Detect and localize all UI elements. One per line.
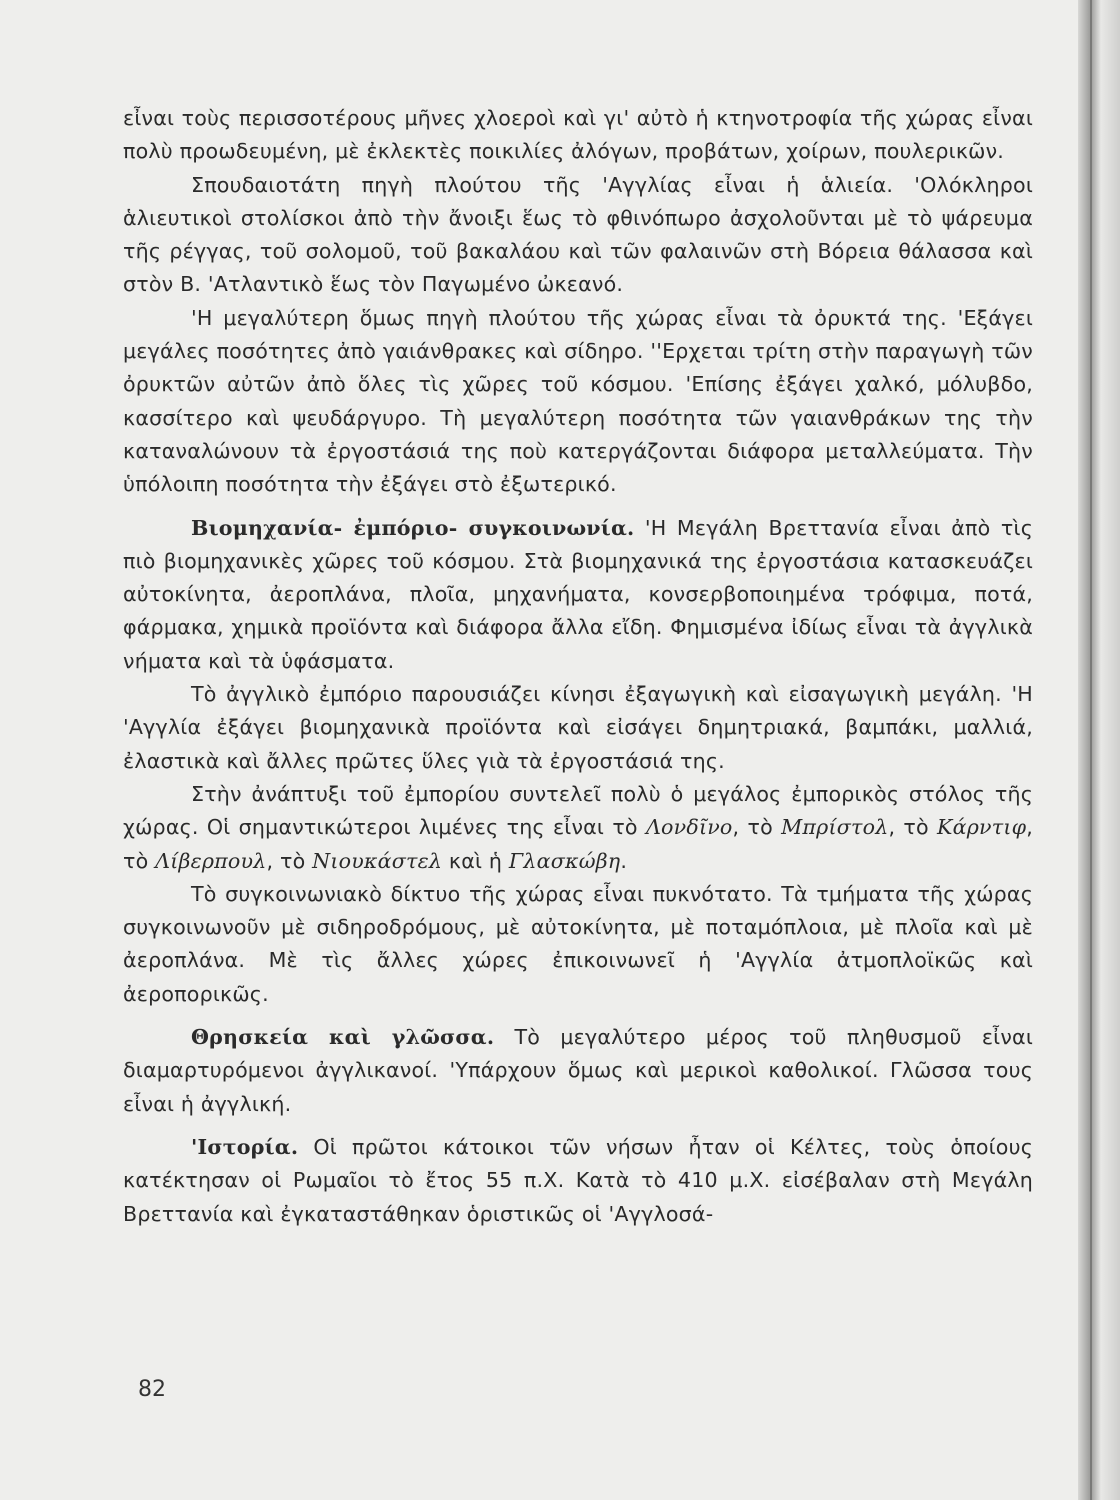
binding-edge — [1090, 0, 1092, 1500]
paragraph-religion-text: Τὸ μεγαλύτερο μέρος τοῦ πληθυσμοῦ εἶναι διαμαρτυρόμενοι ἀγγλικανοί. 'Υπάρχουν ὅμως καὶ μερικοὶ καθολικοί. Γλῶσσα τους εἶναι ἡ ἀγγλική. — [123, 1025, 1033, 1116]
port-london: Λονδῖνο — [645, 815, 733, 840]
paragraph-ports — [123, 778, 1033, 878]
ports-separator: καὶ ἡ — [442, 848, 509, 873]
paragraph-minerals: 'Η μεγαλύτερη ὅμως πηγὴ πλούτου τῆς χώρας εἶναι τὰ ὀρυκτά της. 'Εξάγει μεγάλες ποσότητες ἀπὸ γαιάνθρακες καὶ σίδηρο. ''Ερχεται τρίτη στὴν παραγωγὴ τῶν ὀρυκτῶν αὐτῶν ἀπὸ ὅλες τὶς χῶρες τοῦ κόσμου. 'Επίσης ἐξάγει χαλκό, μόλυβδο, κασσίτερο καὶ ψευδάργυρο. Τὴ μεγαλύτερη ποσότητα τῶν γαιανθράκων της τὴν καταναλώνουν τὰ ἐργοστάσιά της ποὺ κατεργάζονται διάφορα μεταλλεύματα. Τὴν ὑπόλοιπη ποσότητα τὴν ἐξάγει στὸ ἐξωτερικό. — [123, 305, 1033, 497]
page-number: 82 — [138, 1377, 166, 1402]
paragraph-trade: Τὸ ἀγγλικὸ ἐμπόριο παρουσιάζει κίνησι ἐξαγωγικὴ καὶ εἰσαγωγικὴ μεγάλη. 'Η 'Αγγλία ἐξάγει βιομηχανικὰ προϊόντα καὶ εἰσάγει δημητριακά, βαμπάκι, μαλλιά, ἐλαστικὰ καὶ ἄλλες πρῶτες ὕλες γιὰ τὰ ἐργοστάσιά της. — [123, 682, 1033, 773]
heading-history: 'Ιστορία. — [191, 1134, 299, 1159]
paragraph-history — [123, 1131, 1033, 1231]
ports-end: . — [620, 848, 628, 873]
ports-separator: , τὸ — [266, 848, 313, 873]
port-newcastle: Νιουκάστελ — [312, 848, 443, 873]
ports-intro-text: Στὴν ἀνάπτυξι τοῦ ἐμπορίου συντελεῖ πολὺ ὁ μεγάλος ἐμπορικὸς στόλος τῆς χώρας. Οἱ σημαντικώτεροι λιμένες της εἶναι τὸ — [123, 781, 1033, 840]
port-liverpool: Λίβερπουλ — [155, 848, 267, 873]
paragraph-religion-language — [123, 1021, 1033, 1121]
port-cardiff: Κάρντιφ — [937, 815, 1027, 840]
ports-separator: , τὸ — [123, 815, 1034, 873]
port-bristol: Μπρίστολ — [781, 815, 889, 840]
ports-separator: , τὸ — [732, 815, 782, 840]
paragraph-industry-text: 'Η Μεγάλη Βρεττανία εἶναι ἀπὸ τὶς πιὸ βιομηχανικὲς χῶρες τοῦ κόσμου. Στὰ βιομηχανικά της ἐργοστάσια κατασκευάζει αὐτοκίνητα, ἀεροπλάνα, πλοῖα, μηχανήματα, κονσερβοποιημένα τρόφιμα, ποτά, φάρμακα, χημικὰ προϊόντα καὶ διάφορα ἄλλα εἴδη. Φημισμένα ἰδίως εἶναι τὰ ἀγγλικὰ νήματα καὶ τὰ ὑφάσματα. — [123, 515, 1033, 673]
paragraph-history-text: Οἱ πρῶτοι κάτοικοι τῶν νήσων ἦταν οἱ Κέλτες, τοὺς ὁποίους κατέκτησαν οἱ Ρωμαῖοι τὸ ἔτος 55 π.Χ. Κατὰ τὸ 410 μ.Χ. εἰσέβαλαν στὴ Μεγάλη Βρεττανία καὶ ἐγκαταστάθηκαν ὁριστικῶς οἱ 'Αγγλοσά- — [123, 1134, 1033, 1226]
paragraph-livestock: εἶναι τοὺς περισσοτέρους μῆνες χλοεροὶ καὶ γι' αὐτὸ ἡ κτηνοτροφία τῆς χώρας εἶναι πολὺ προωδευμένη, μὲ ἐκλεκτὲς ποικιλίες ἀλόγων, προβάτων, χοίρων, πουλερικῶν. — [123, 106, 1033, 164]
port-glasgow: Γλασκώβη — [508, 848, 621, 873]
heading-industry-trade-communications: Βιομηχανία- ἐμπόριο- συγκοινωνία. — [191, 515, 635, 540]
page-body-text — [123, 102, 1033, 1231]
ports-separator: , τὸ — [888, 815, 938, 840]
paragraph-fishing: Σπουδαιοτάτη πηγὴ πλούτου τῆς 'Αγγλίας εἶναι ἡ ἁλιεία. 'Ολόκληροι ἁλιευτικοὶ στολίσκοι ἀπὸ τὴν ἄνοιξι ἕως τὸ φθινόπωρο ἀσχολοῦνται μὲ τὸ ψάρευμα τῆς ρέγγας, τοῦ σολομοῦ, τοῦ βακαλάου καὶ τῶν φαλαινῶν στὴ Βόρεια θάλασσα καὶ στὸν Β. 'Ατλαντικὸ ἕως τὸν Παγωμένο ὠκεανό. — [123, 172, 1033, 297]
paragraph-industry — [123, 512, 1033, 678]
book-binding-shadow — [1078, 0, 1120, 1500]
heading-religion-language: Θρησκεία καὶ γλῶσσα. — [191, 1025, 495, 1050]
paragraph-communications: Τὸ συγκοινωνιακὸ δίκτυο τῆς χώρας εἶναι πυκνότατο. Τὰ τμήματα τῆς χώρας συγκοινωνοῦν μὲ σιδηροδρόμους, μὲ αὐτοκίνητα, μὲ ποταμόπλοια, μὲ πλοῖα καὶ μὲ ἀεροπλάνα. Μὲ τὶς ἄλλες χώρες ἐπικοινωνεῖ ἡ 'Αγγλία ἀτμοπλοϊκῶς καὶ ἀεροπορικῶς. — [123, 881, 1033, 1006]
